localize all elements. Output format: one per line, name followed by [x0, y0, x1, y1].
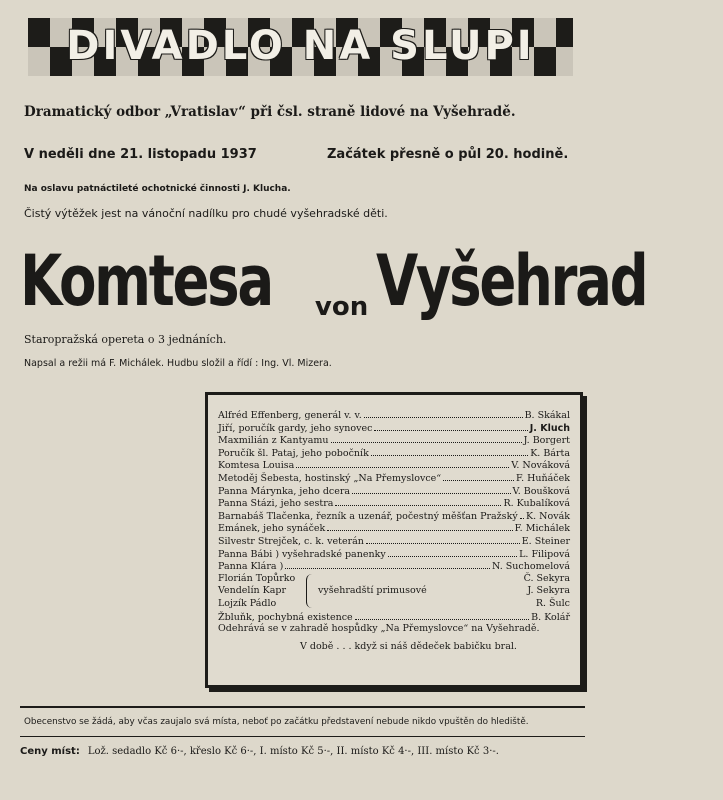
cast-actor: R. Kubalíková: [503, 498, 570, 510]
leader-dots: [388, 548, 517, 557]
cast-role: Maxmilián z Kantyamu: [218, 435, 329, 447]
title-von: von: [314, 292, 369, 322]
theatre-name: DIVADLO NA SLUPI: [66, 23, 535, 69]
cast-role: Panna Bábi ) vyšehradské panenky: [218, 548, 386, 560]
cast-role: Silvestr Strejček, c. k. veterán: [218, 535, 364, 547]
leader-dots: [443, 472, 514, 481]
cast-group: [218, 573, 570, 611]
group-name: Lojzík Pádlo: [218, 597, 277, 609]
cast-row: [218, 522, 570, 535]
leader-dots: [327, 522, 512, 531]
cast-actor: N. Suchomelová: [492, 561, 570, 573]
cast-actor: K. Novák: [526, 510, 570, 522]
play-title: [20, 240, 647, 322]
group-name: Vendelín Kapr: [218, 585, 287, 597]
start-time: Začátek přesně o půl 20. hodině.: [327, 147, 569, 162]
cast-row: [218, 611, 570, 624]
group-actors: [524, 573, 570, 611]
prices-text: Lož. sedadlo Kč 6·-, křeslo Kč 6·-, I. místo Kč 5·-, II. místo Kč 4·-, III. místo Kč 3·-.: [87, 746, 499, 757]
cast-role: Alfréd Effenberg, generál v. v.: [218, 410, 362, 421]
cast-row: [218, 548, 570, 561]
cast-row: [218, 434, 570, 447]
scene-time: V době . . . když si náš dědeček babičku bral.: [300, 641, 517, 652]
group-label: vyšehradští primusové: [318, 585, 427, 597]
cast-actor: L. Filipová: [519, 548, 570, 560]
group-name: Florián Topůrko: [218, 572, 296, 584]
title-part-2: Vyšehrad: [376, 240, 647, 322]
leader-dots: [352, 485, 510, 494]
leader-dots: [296, 459, 509, 468]
cast-role: Panna Márynka, jeho dcera: [218, 485, 351, 497]
group-actor: Č. Sekyra: [523, 572, 570, 584]
cast-actor: B. Skákal: [524, 410, 570, 421]
leader-dots: [520, 510, 524, 519]
cast-actor: F. Michálek: [514, 523, 570, 535]
cast-actor: F. Huňáček: [515, 472, 570, 484]
cast-actor: E. Steiner: [521, 535, 570, 547]
group-brace: [306, 574, 313, 608]
prices-label: Ceny míst:: [20, 746, 80, 757]
performance-date: V neděli dne 21. listopadu 1937: [24, 147, 257, 162]
title-part-1: Komtesa: [20, 240, 272, 322]
cast-row: [218, 485, 570, 498]
cast-role: Poručík šl. Pataj, jeho pobočník: [218, 447, 369, 459]
group-actor: R. Šulc: [535, 597, 570, 609]
leader-dots: [364, 409, 523, 418]
divider-middle: [20, 736, 585, 737]
cast-row: [218, 459, 570, 472]
organizer-line: Dramatický odbor „Vratislav“ při čsl. straně lidové na Vyšehradě.: [24, 104, 516, 120]
cast-actor: V. Boušková: [512, 485, 570, 497]
celebration-line: Na oslavu patnáctileté ochotnické činnosti J. Klucha.: [24, 184, 291, 194]
play-subtitle: Staropražská opereta o 3 jednáních.: [24, 333, 227, 346]
audience-notice: Obecenstvo se žádá, aby včas zaujalo svá místa, neboť po začátku představení nebude nikdo vpuštěn do hlediště.: [24, 717, 529, 727]
cast-actor: K. Bárta: [530, 447, 570, 459]
cast-role: Panna Klára ): [218, 561, 284, 573]
cast-list: [218, 409, 570, 636]
leader-dots: [374, 422, 527, 431]
cast-row: [218, 409, 570, 422]
proceeds-line: Čistý výtěžek jest na vánoční nadílku pro chudé vyšehradské děti.: [24, 207, 388, 220]
cast-role: Jiří, poručík gardy, jeho synovec: [218, 422, 373, 434]
cast-actor: B. Kolář: [531, 611, 570, 623]
leader-dots: [355, 611, 530, 620]
cast-role: Komtesa Louisa: [218, 460, 295, 472]
cast-role: Žbluňk, pochybná existence: [218, 611, 353, 623]
leader-dots: [371, 447, 528, 456]
cast-row: [218, 560, 570, 573]
group-actor: J. Sekyra: [527, 585, 570, 597]
cast-row: [218, 510, 570, 523]
cast-row: [218, 535, 570, 548]
cast-row: [218, 497, 570, 510]
leader-dots: [285, 560, 490, 569]
group-names: [218, 573, 304, 611]
cast-role: Panna Stázi, jeho sestra: [218, 498, 334, 510]
cast-row: [218, 447, 570, 460]
cast-row: [218, 422, 570, 435]
cast-role: Emánek, jeho synáček: [218, 523, 326, 535]
divider-top: [20, 706, 585, 708]
cast-row: [218, 472, 570, 485]
leader-dots: [331, 434, 522, 443]
setting-line: Odehrává se v zahradě hospůdky „Na Přemyslovce“ na Vyšehradě.: [218, 623, 540, 635]
leader-dots: [335, 497, 501, 506]
cast-box: [205, 392, 583, 688]
title-banner: [28, 18, 573, 76]
ticket-prices: [20, 746, 499, 757]
credits-line: Napsal a režii má F. Michálek. Hudbu složil a řídí : Ing. Vl. Mizera.: [24, 358, 332, 369]
cast-actor: V. Nováková: [511, 460, 570, 472]
cast-actor: J. Borgert: [523, 435, 570, 447]
cast-role: Barnabáš Tlačenka, řezník a uzenář, počestný měšťan Pražský: [218, 510, 518, 522]
leader-dots: [366, 535, 520, 544]
cast-actor: J. Kluch: [529, 422, 570, 434]
cast-role: Metoděj Šebesta, hostinský „Na Přemyslovce“: [218, 472, 442, 484]
